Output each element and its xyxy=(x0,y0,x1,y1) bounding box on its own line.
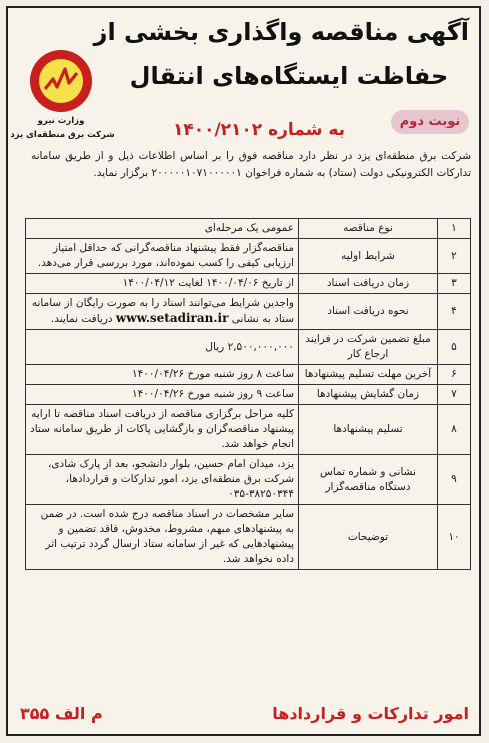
row-value-text: واجدین شرایط می‌توانند اسناد را به صورت رایگان از سامانه ستاد به نشانی xyxy=(31,297,294,325)
row-number: ۳ xyxy=(438,274,471,294)
row-number: ۷ xyxy=(438,385,471,405)
table-row xyxy=(26,505,471,570)
row-number: ۴ xyxy=(438,294,471,330)
row-value: ساعت ۸ روز شنبه مورخ ۱۴۰۰/۰۴/۲۶ xyxy=(26,365,299,385)
row-value xyxy=(26,294,299,330)
row-label: آخرین مهلت تسلیم پیشنهادها xyxy=(299,365,438,385)
tender-number: به شماره ۱۴۰۰/۲۱۰۲ xyxy=(172,120,346,140)
row-label: نشانی و شماره تماس دستگاه مناقصه‌گزار xyxy=(299,455,438,505)
row-value: مناقصه‌گزار فقط پیشنهاد مناقصه‌گرانی که حداقل امتیاز ارزیابی کیفی را کسب نموده‌اند، مورد بررسی قرار می‌دهد. xyxy=(26,239,299,274)
row-value: کلیه مراحل برگزاری مناقصه از دریافت اسناد مناقصه تا ارایه پیشنهاد مناقصه‌گران و بازگشایی پاکات از طریق سامانه ستاد انجام خواهد شد. xyxy=(26,405,299,455)
row-number: ۶ xyxy=(438,365,471,385)
row-label: توضیحات xyxy=(299,505,438,570)
row-number: ۸ xyxy=(438,405,471,455)
row-label: زمان دریافت اسناد xyxy=(299,274,438,294)
company-logo-icon xyxy=(30,50,92,112)
row-number: ۱۰ xyxy=(438,505,471,570)
row-value: از تاریخ ۱۴۰۰/۰۴/۰۶ لغایت ۱۴۰۰/۰۴/۱۲ xyxy=(26,274,299,294)
row-number: ۹ xyxy=(438,455,471,505)
table-row xyxy=(26,219,471,239)
row-value: سایر مشخصات در اسناد مناقصه درج شده است. در ضمن به پیشنهادهای مبهم، مشروط، مخدوش، فاقد تضمین و پیشنهادهایی که غیر از سامانه ستاد ارسال گردد ترتیب اثر داده نخواهد شد. xyxy=(26,505,299,570)
table-row xyxy=(26,330,471,365)
notice-round-badge: نوبت دوم xyxy=(391,110,469,134)
row-value: عمومی یک مرحله‌ای xyxy=(26,219,299,239)
row-value: ۲,۵۰۰,۰۰۰,۰۰۰ ریال xyxy=(26,330,299,365)
row-label: شرایط اولیه xyxy=(299,239,438,274)
table-row xyxy=(26,274,471,294)
table-row xyxy=(26,239,471,274)
row-label: نحوه دریافت اسناد xyxy=(299,294,438,330)
row-number: ۱ xyxy=(438,219,471,239)
footer-code: م الف ۳۵۵ xyxy=(20,704,103,723)
intro-paragraph: شرکت برق منطقه‌ای یزد در نظر دارد مناقصه فوق را بر اساس اطلاعات ذیل و از طریق سامانه تدارکات الکترونیکی دولت (ستاد) به شماره فراخوان ۲۰۰۰۰۰۱۰۷۱۰۰۰۰۰۱ برگزار نماید. xyxy=(31,150,471,179)
table-row xyxy=(26,405,471,455)
table-row xyxy=(26,385,471,405)
row-number: ۲ xyxy=(438,239,471,274)
org-ministry: وزارت نیرو xyxy=(37,116,85,126)
row-label: تسلیم پیشنهادها xyxy=(299,405,438,455)
row-value: ساعت ۹ روز شنبه مورخ ۱۴۰۰/۰۴/۲۶ xyxy=(26,385,299,405)
row-label: مبلغ تضمین شرکت در فرایند ارجاع کار xyxy=(299,330,438,365)
title-line-1: آگهی مناقصه واگذاری بخشی از xyxy=(93,18,469,46)
table-row xyxy=(26,294,471,330)
row-label: زمان گشایش پیشنهادها xyxy=(299,385,438,405)
row-number: ۵ xyxy=(438,330,471,365)
table-row xyxy=(26,365,471,385)
row-value: یزد، میدان امام حسین، بلوار دانشجو، بعد از پارک شادی، شرکت برق منطقه‌ای یزد، امور تدارکات و قراردادها، ۳۸۲۵۰۳۴۴-۰۳۵ xyxy=(26,455,299,505)
org-company: شرکت برق منطقه‌ای یزد xyxy=(10,130,115,140)
tender-details-table xyxy=(25,218,471,570)
row-value-text-end: دریافت نمایند. xyxy=(50,313,113,325)
logo-lightning-icon xyxy=(39,59,83,103)
row-label: نوع مناقصه xyxy=(299,219,438,239)
title-line-2: حفاظت ایستگاه‌های انتقال xyxy=(129,62,449,90)
table-row xyxy=(26,455,471,505)
footer-department: امور تدارکات و قراردادها xyxy=(272,704,469,723)
setad-link[interactable]: www.setadiran.ir xyxy=(115,311,229,325)
